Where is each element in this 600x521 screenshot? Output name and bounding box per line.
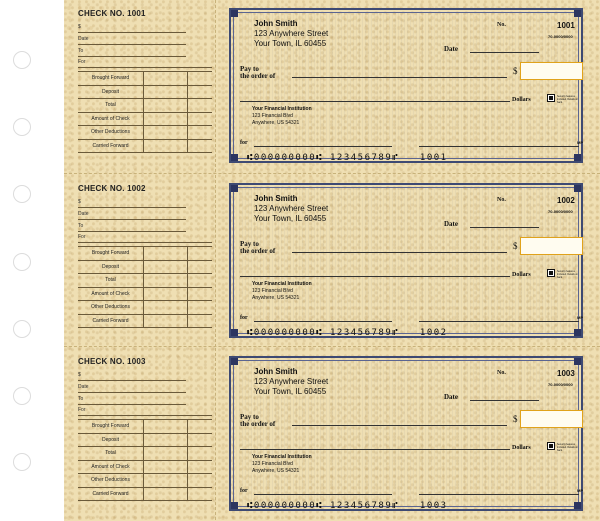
bank-street: 123 Financial Blvd	[252, 461, 293, 467]
check-number-label: No.	[497, 370, 506, 376]
date-field[interactable]	[470, 227, 539, 228]
check-number-label: No.	[497, 197, 506, 203]
ledger-dollars-cell[interactable]	[143, 126, 187, 139]
ledger-cents-cell[interactable]	[187, 274, 212, 287]
ledger-row	[78, 126, 212, 140]
padlock-icon	[547, 94, 555, 102]
ledger-row	[78, 274, 212, 288]
stub-dollar-label: $	[78, 372, 81, 378]
owner-street: 123 Anywhere Street	[254, 29, 329, 38]
owner-name: John Smith	[254, 194, 298, 203]
memo-field[interactable]	[254, 321, 392, 322]
stub-for-line[interactable]	[78, 57, 212, 68]
date-label: Date	[444, 393, 458, 401]
memo-label: for	[240, 315, 248, 321]
ledger-row	[78, 72, 212, 86]
ledger-label: Amount of Check	[91, 115, 130, 122]
ledger-cents-cell[interactable]	[187, 261, 212, 274]
check	[229, 183, 583, 338]
micr-line: ⑆000000000⑆ 123456789⑈ 1002	[247, 328, 448, 338]
amount-field[interactable]	[520, 237, 583, 255]
routing-fraction: 70-0000/0000	[548, 209, 573, 214]
memo-label: for	[240, 488, 248, 494]
ledger-row	[78, 261, 212, 275]
ledger-label: Brought Forward	[91, 250, 130, 256]
ledger-cents-cell[interactable]	[187, 420, 212, 433]
binder-hole	[13, 51, 31, 69]
stub-to-line[interactable]	[78, 394, 186, 405]
written-amount-field[interactable]	[240, 449, 510, 450]
stub-ledger	[78, 71, 212, 153]
ledger-dollars-cell[interactable]	[143, 86, 187, 99]
date-field[interactable]	[470, 400, 539, 401]
ledger-dollars-cell[interactable]	[143, 301, 187, 314]
binder-hole	[13, 185, 31, 203]
amount-field[interactable]	[520, 410, 583, 428]
ledger-dollars-cell[interactable]	[143, 288, 187, 301]
ledger-cents-cell[interactable]	[187, 247, 212, 260]
ledger-label: Brought Forward	[91, 75, 130, 81]
ledger-dollars-cell[interactable]	[143, 274, 187, 287]
check-stub	[64, 0, 216, 172]
stub-ledger	[78, 246, 212, 328]
routing-fraction: 70-0000/0000	[548, 34, 573, 39]
binder-hole	[13, 387, 31, 405]
ledger-cents-cell[interactable]	[187, 315, 212, 328]
corner-ornament	[231, 502, 238, 509]
binder-hole	[13, 253, 31, 271]
ledger-dollars-cell[interactable]	[143, 447, 187, 460]
ledger-dollars-cell[interactable]	[143, 72, 187, 85]
ledger-dollars-cell[interactable]	[143, 113, 187, 126]
stub-ledger	[78, 419, 212, 501]
stub-for-label: For	[78, 407, 86, 413]
owner-street: 123 Anywhere Street	[254, 204, 329, 213]
pay-to-text: Pay to	[240, 413, 259, 421]
ledger-cents-cell[interactable]	[187, 461, 212, 474]
stub-to-label: To	[78, 48, 84, 54]
check-row	[64, 348, 600, 520]
stub-date-label: Date	[78, 36, 89, 42]
payee-field[interactable]	[292, 252, 507, 253]
check-number: 1002	[557, 196, 575, 205]
check-number: 1001	[557, 21, 575, 30]
corner-ornament	[231, 154, 238, 161]
dollars-label: Dollars	[512, 97, 531, 103]
corner-ornament	[231, 10, 238, 17]
dollars-label: Dollars	[512, 445, 531, 451]
stub-amount-line[interactable]	[78, 22, 186, 33]
ledger-dollars-cell[interactable]	[143, 434, 187, 447]
ledger-label: Brought Forward	[91, 423, 130, 429]
check-sheet	[64, 0, 600, 521]
binder-hole	[13, 453, 31, 471]
owner-name: John Smith	[254, 19, 298, 28]
ledger-label: Deposit	[102, 263, 119, 270]
ledger-label: Total	[105, 450, 116, 456]
ledger-dollars-cell[interactable]	[143, 140, 187, 153]
stub-to-label: To	[78, 396, 84, 402]
order-of-text: the order of	[240, 72, 276, 80]
ledger-row	[78, 301, 212, 315]
security-note: Security features Included. Details on back.	[557, 270, 578, 279]
stub-title: CHECK NO. 1001	[78, 9, 146, 18]
stub-amount-line[interactable]	[78, 197, 186, 208]
ledger-row	[78, 488, 212, 502]
bank-name: Your Financial Institution	[252, 454, 312, 460]
owner-city: Your Town, IL 60455	[254, 39, 327, 48]
ledger-label: Other Deductions	[91, 477, 130, 483]
ledger-cents-cell[interactable]	[187, 126, 212, 139]
bank-street: 123 Financial Blvd	[252, 288, 293, 294]
padlock-icon	[547, 442, 555, 450]
ledger-dollars-cell[interactable]	[143, 99, 187, 112]
date-label: Date	[444, 220, 458, 228]
ledger-cents-cell[interactable]	[187, 447, 212, 460]
check-row	[64, 0, 600, 172]
bank-city: Anywhere, US 54321	[252, 120, 300, 126]
ledger-dollars-cell[interactable]	[143, 461, 187, 474]
corner-ornament	[574, 358, 581, 365]
memo-field[interactable]	[254, 494, 392, 495]
stub-for-label: For	[78, 59, 86, 65]
check-number: 1003	[557, 369, 575, 378]
row-separator	[64, 346, 600, 347]
stub-date-line[interactable]	[78, 382, 186, 393]
ledger-row	[78, 434, 212, 448]
ledger-cents-cell[interactable]	[187, 488, 212, 501]
stub-to-label: To	[78, 223, 84, 229]
stub-date-line[interactable]	[78, 34, 186, 45]
pay-to-text: Pay to	[240, 65, 259, 73]
check-row	[64, 175, 600, 347]
mp-security-mark: MP	[577, 315, 583, 320]
binder-hole	[13, 320, 31, 338]
corner-ornament	[574, 10, 581, 17]
payee-field[interactable]	[292, 425, 507, 426]
ledger-label: Carried Forward	[92, 142, 129, 149]
written-amount-field[interactable]	[240, 101, 510, 102]
ledger-label: Deposit	[102, 88, 119, 95]
stub-for-line[interactable]	[78, 232, 212, 243]
stub-title: CHECK NO. 1002	[78, 184, 146, 193]
ledger-cents-cell[interactable]	[187, 86, 212, 99]
owner-street: 123 Anywhere Street	[254, 377, 329, 386]
micr-line: ⑆000000000⑆ 123456789⑈ 1003	[247, 501, 448, 511]
bank-street: 123 Financial Blvd	[252, 113, 293, 119]
padlock-icon	[547, 269, 555, 277]
signature-field[interactable]	[419, 494, 579, 495]
stub-amount-line[interactable]	[78, 370, 186, 381]
stub-date-line[interactable]	[78, 209, 186, 220]
ledger-cents-cell[interactable]	[187, 474, 212, 487]
check	[229, 356, 583, 511]
dollar-sign: $	[513, 414, 518, 424]
ledger-dollars-cell[interactable]	[143, 247, 187, 260]
ledger-cents-cell[interactable]	[187, 434, 212, 447]
ledger-row	[78, 113, 212, 127]
ledger-row	[78, 474, 212, 488]
pay-to-label	[240, 241, 275, 255]
corner-ornament	[574, 502, 581, 509]
dollar-sign: $	[513, 66, 518, 76]
mp-security-mark: MP	[577, 488, 583, 493]
stub-for-label: For	[78, 234, 86, 240]
perforation	[215, 348, 216, 520]
pay-to-text: Pay to	[240, 240, 259, 248]
corner-ornament	[574, 185, 581, 192]
corner-ornament	[231, 329, 238, 336]
date-field[interactable]	[470, 52, 539, 53]
ledger-row	[78, 86, 212, 100]
check-stub	[64, 175, 216, 347]
routing-fraction: 70-0000/0000	[548, 382, 573, 387]
check-body	[233, 12, 583, 163]
ledger-cents-cell[interactable]	[187, 140, 212, 153]
micr-line: ⑆000000000⑆ 123456789⑈ 1001	[247, 153, 448, 163]
ledger-dollars-cell[interactable]	[143, 420, 187, 433]
pay-to-label	[240, 414, 275, 428]
security-note: Security features Included. Details on back.	[557, 443, 578, 452]
pay-to-label	[240, 66, 275, 80]
memo-field[interactable]	[254, 146, 392, 147]
corner-ornament	[231, 185, 238, 192]
check-body	[233, 360, 583, 511]
stub-title: CHECK NO. 1003	[78, 357, 146, 366]
perforation	[215, 0, 216, 172]
stub-to-line[interactable]	[78, 221, 186, 232]
memo-label: for	[240, 140, 248, 146]
dollar-sign: $	[513, 241, 518, 251]
ledger-label: Deposit	[102, 436, 119, 443]
owner-city: Your Town, IL 60455	[254, 387, 327, 396]
owner-city: Your Town, IL 60455	[254, 214, 327, 223]
payee-field[interactable]	[292, 77, 507, 78]
ledger-label: Total	[105, 102, 116, 108]
ledger-cents-cell[interactable]	[187, 288, 212, 301]
dollars-label: Dollars	[512, 272, 531, 278]
ledger-label: Amount of Check	[91, 463, 130, 470]
ledger-row	[78, 99, 212, 113]
ledger-row	[78, 461, 212, 475]
check	[229, 8, 583, 163]
amount-field[interactable]	[520, 62, 583, 80]
signature-field[interactable]	[419, 146, 579, 147]
ledger-label: Amount of Check	[91, 290, 130, 297]
security-note: Security features Included. Details on back.	[557, 95, 578, 104]
ledger-label: Other Deductions	[91, 129, 130, 135]
mp-security-mark: MP	[577, 140, 583, 145]
bank-name: Your Financial Institution	[252, 106, 312, 112]
row-separator	[64, 173, 600, 174]
perforation	[215, 175, 216, 347]
ledger-cents-cell[interactable]	[187, 301, 212, 314]
ledger-row	[78, 315, 212, 329]
stub-dollar-label: $	[78, 24, 81, 30]
stub-date-label: Date	[78, 211, 89, 217]
ledger-row	[78, 140, 212, 154]
bank-city: Anywhere, US 54321	[252, 468, 300, 474]
check-number-label: No.	[497, 22, 506, 28]
order-of-text: the order of	[240, 420, 276, 428]
stub-date-label: Date	[78, 384, 89, 390]
owner-name: John Smith	[254, 367, 298, 376]
order-of-text: the order of	[240, 247, 276, 255]
ledger-dollars-cell[interactable]	[143, 315, 187, 328]
check-stub	[64, 348, 216, 520]
ledger-cents-cell[interactable]	[187, 113, 212, 126]
corner-ornament	[574, 329, 581, 336]
corner-ornament	[231, 358, 238, 365]
date-label: Date	[444, 45, 458, 53]
ledger-dollars-cell[interactable]	[143, 488, 187, 501]
stub-to-line[interactable]	[78, 46, 186, 57]
ledger-row	[78, 247, 212, 261]
ledger-label: Carried Forward	[92, 317, 129, 324]
stub-for-line[interactable]	[78, 405, 212, 416]
ledger-label: Carried Forward	[92, 490, 129, 497]
ledger-label: Other Deductions	[91, 304, 130, 310]
ledger-row	[78, 288, 212, 302]
ledger-dollars-cell[interactable]	[143, 474, 187, 487]
bank-city: Anywhere, US 54321	[252, 295, 300, 301]
stub-dollar-label: $	[78, 199, 81, 205]
written-amount-field[interactable]	[240, 276, 510, 277]
ledger-cents-cell[interactable]	[187, 72, 212, 85]
ledger-row	[78, 420, 212, 434]
signature-field[interactable]	[419, 321, 579, 322]
bank-name: Your Financial Institution	[252, 281, 312, 287]
ledger-dollars-cell[interactable]	[143, 261, 187, 274]
check-body	[233, 187, 583, 338]
corner-ornament	[574, 154, 581, 161]
ledger-row	[78, 447, 212, 461]
ledger-label: Total	[105, 277, 116, 283]
ledger-cents-cell[interactable]	[187, 99, 212, 112]
binder-hole	[13, 118, 31, 136]
